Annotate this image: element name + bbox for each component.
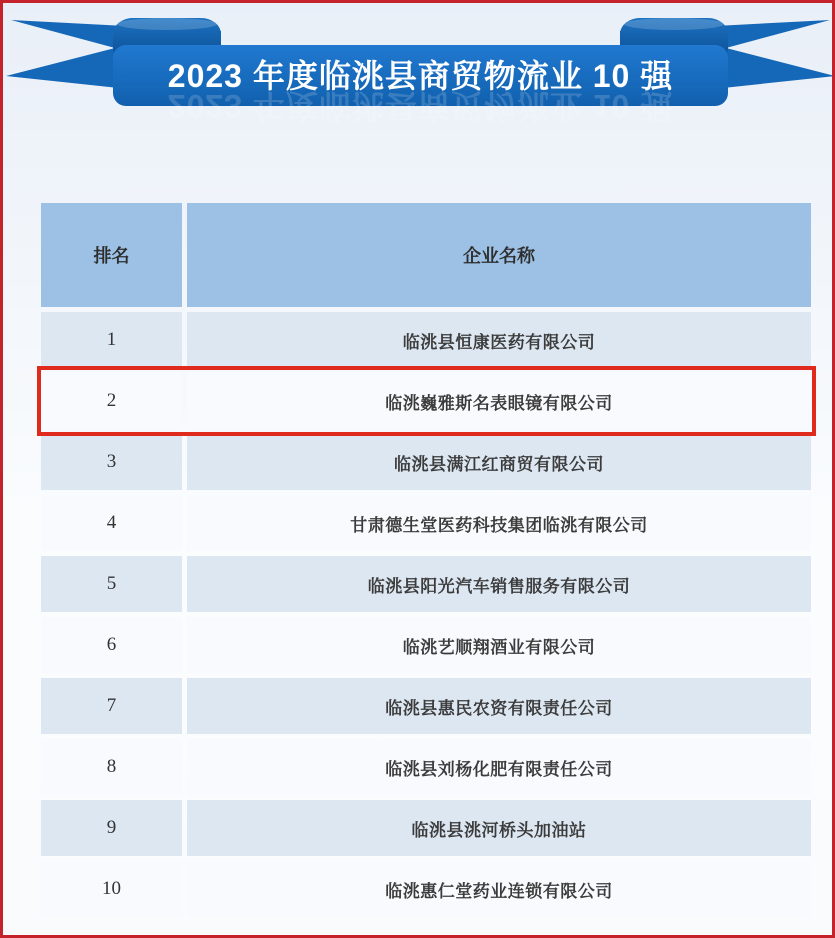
table-row <box>41 312 811 368</box>
ribbon-left-roll-highlight <box>117 18 217 30</box>
company-name: 临洮巍雅斯名表眼镜有限公司 <box>385 393 613 413</box>
ribbon-banner-graphic <box>3 3 835 138</box>
table-row <box>41 800 811 856</box>
company-name: 临洮县惠民农资有限责任公司 <box>385 698 613 718</box>
table-row <box>41 556 811 612</box>
table-header-row <box>41 203 811 307</box>
banner-title: 2023 年度临洮县商贸物流业 10 强 <box>167 58 674 94</box>
title-banner <box>3 3 835 138</box>
ribbon-right-roll-highlight <box>624 18 724 30</box>
rank-value: 7 <box>106 695 117 716</box>
table-row <box>41 739 811 795</box>
rank-value: 4 <box>106 512 117 533</box>
rank-value: 3 <box>106 451 117 472</box>
table-row <box>41 861 811 917</box>
table-row-highlighted <box>41 373 811 429</box>
table-row <box>41 495 811 551</box>
company-name: 临洮惠仁堂药业连锁有限公司 <box>385 881 613 901</box>
rank-value: 6 <box>106 634 117 655</box>
banner-title-reflection: 2023 年度临洮县商贸物流业 10 强 <box>167 88 674 124</box>
company-name: 临洮县阳光汽车销售服务有限公司 <box>367 576 631 596</box>
company-name: 临洮艺顺翔酒业有限公司 <box>402 637 596 657</box>
company-name: 甘肃德生堂医药科技集团临洮有限公司 <box>350 515 648 535</box>
rank-value: 10 <box>102 878 121 899</box>
company-name: 临洮县洮河桥头加油站 <box>411 820 587 840</box>
rank-value: 5 <box>106 573 117 594</box>
table-row <box>41 434 811 490</box>
rank-value: 1 <box>106 329 117 350</box>
rank-value: 9 <box>106 817 117 838</box>
company-name: 临洮县满江红商贸有限公司 <box>394 454 604 474</box>
header-cell-company: 企业名称 <box>187 203 811 307</box>
rank-value: 2 <box>106 390 117 411</box>
company-name: 临洮县刘杨化肥有限责任公司 <box>385 759 613 779</box>
ranking-table <box>41 203 811 917</box>
table-row <box>41 617 811 673</box>
company-name: 临洮县恒康医药有限公司 <box>402 332 596 352</box>
header-cell-rank: 排名 <box>41 203 182 307</box>
rank-value: 8 <box>106 756 117 777</box>
table-row <box>41 678 811 734</box>
